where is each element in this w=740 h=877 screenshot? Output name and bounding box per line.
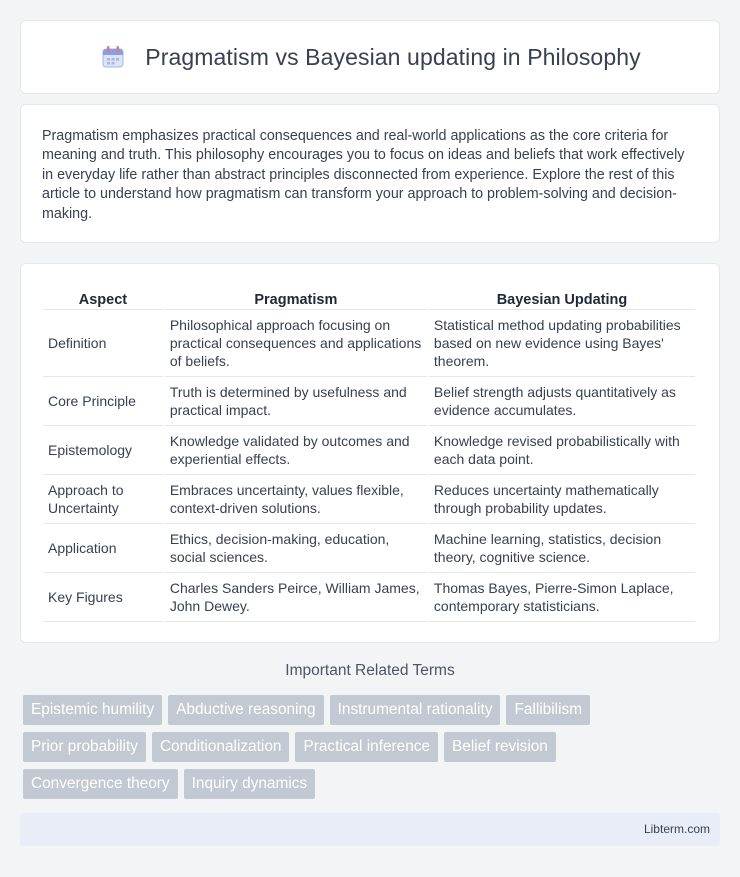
tag-abductive-reasoning[interactable]: Abductive reasoning: [168, 695, 323, 725]
cell-pragmatism: Embraces uncertainty, values flexible, context-driven solutions.: [165, 475, 427, 524]
cell-bayesian: Machine learning, statistics, decision theory, cognitive science.: [429, 524, 695, 573]
footer-site-link[interactable]: Libterm.com: [643, 822, 710, 836]
cell-pragmatism: Philosophical approach focusing on practical consequences and applications of beliefs.: [165, 310, 427, 377]
header-card: [20, 20, 720, 94]
cell-bayesian: Reduces uncertainty mathematically through probability updates.: [429, 475, 695, 524]
tag-row: [23, 769, 723, 799]
footer: [20, 813, 720, 846]
page-title: Pragmatism vs Bayesian updating in Philosophy: [145, 43, 641, 70]
cell-pragmatism: Ethics, decision-making, education, social sciences.: [165, 524, 427, 573]
cell-bayesian: Thomas Bayes, Pierre-Simon Laplace, contemporary statisticians.: [429, 573, 695, 622]
table-header-row: [43, 285, 695, 310]
cell-bayesian: Knowledge revised probabilistically with each data point.: [429, 426, 695, 475]
cell-aspect: Definition: [43, 310, 163, 377]
cell-pragmatism: Truth is determined by usefulness and practical impact.: [165, 377, 427, 426]
comparison-table-card: [20, 263, 720, 643]
table-row: [43, 310, 695, 377]
cell-pragmatism: Knowledge validated by outcomes and experiential effects.: [165, 426, 427, 475]
tag-instrumental-rationality[interactable]: Instrumental rationality: [330, 695, 501, 725]
tag-fallibilism[interactable]: Fallibilism: [506, 695, 590, 725]
cell-bayesian: Statistical method updating probabilities based on new evidence using Bayes' theorem.: [429, 310, 695, 377]
intro-card: [20, 104, 720, 243]
table-row: [43, 426, 695, 475]
calendar-icon: [99, 43, 127, 71]
tag-inquiry-dynamics[interactable]: Inquiry dynamics: [184, 769, 315, 799]
cell-aspect: Application: [43, 524, 163, 573]
cell-bayesian: Belief strength adjusts quantitatively as evidence accumulates.: [429, 377, 695, 426]
header-aspect: Aspect: [43, 285, 163, 310]
cell-pragmatism: Charles Sanders Peirce, William James, John Dewey.: [165, 573, 427, 622]
tag-row: [23, 732, 723, 762]
tag-prior-probability[interactable]: Prior probability: [23, 732, 146, 762]
cell-aspect: Epistemology: [43, 426, 163, 475]
table-row: [43, 524, 695, 573]
tag-epistemic-humility[interactable]: Epistemic humility: [23, 695, 162, 725]
tag-belief-revision[interactable]: Belief revision: [444, 732, 556, 762]
header-bayesian: Bayesian Updating: [429, 285, 695, 310]
comparison-table: [41, 285, 697, 622]
tag-convergence-theory[interactable]: Convergence theory: [23, 769, 178, 799]
related-terms-title: Important Related Terms: [285, 662, 455, 679]
tag-conditionalization[interactable]: Conditionalization: [152, 732, 290, 762]
table-row: [43, 377, 695, 426]
header-pragmatism: Pragmatism: [165, 285, 427, 310]
cell-aspect: Key Figures: [43, 573, 163, 622]
table-row: [43, 475, 695, 524]
table-row: [43, 573, 695, 622]
tag-row: [23, 695, 723, 725]
title-wrap: [99, 43, 640, 71]
tag-practical-inference[interactable]: Practical inference: [295, 732, 438, 762]
intro-text: Pragmatism emphasizes practical consequences and real-world applications as the core criteria for meaning and truth. This philosophy encourages you to focus on ideas and beliefs that work effectively in everyday life rather than abstract principles disconnected from experience. Explore the rest of this article to understand how pragmatism can transform your approach to problem-solving and decision-making.: [42, 128, 685, 222]
related-terms: [23, 695, 723, 806]
cell-aspect: Core Principle: [43, 377, 163, 426]
cell-aspect: Approach to Uncertainty: [43, 475, 163, 524]
